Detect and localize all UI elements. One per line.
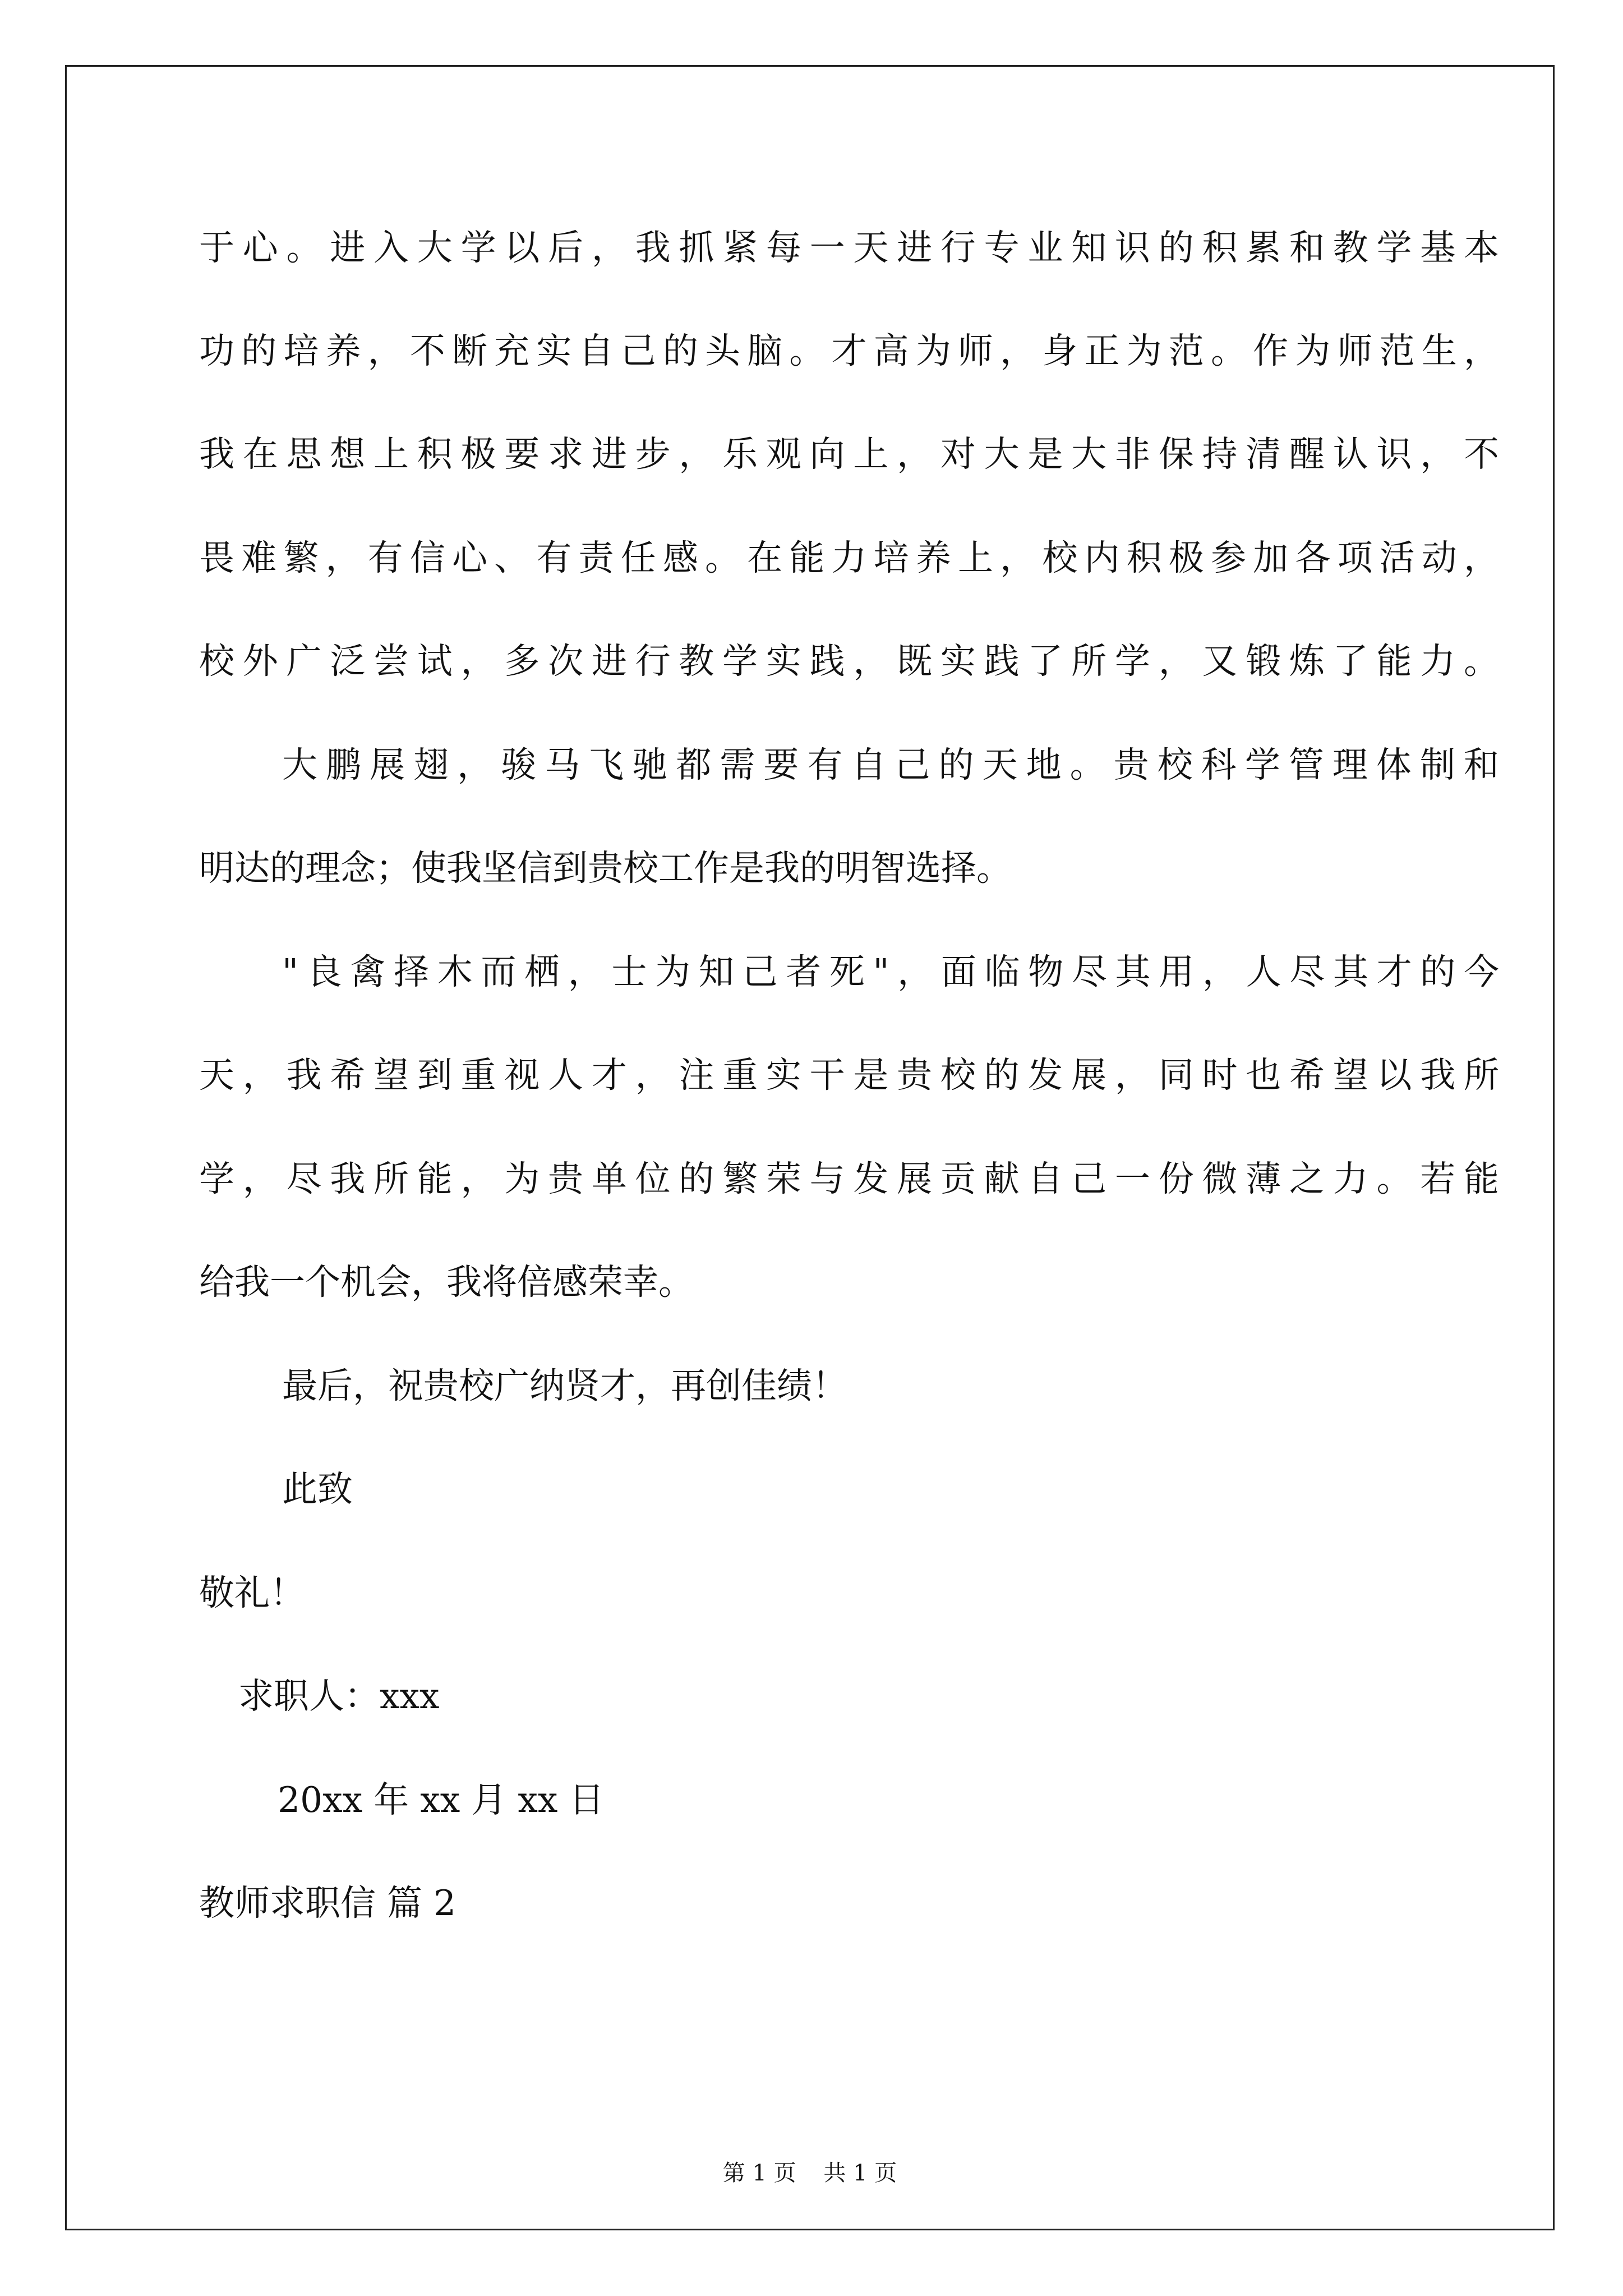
page-total: 共 1 页 [823,2160,897,2186]
paragraph-line: 功的培养，不断充实自己的头脑。才高为师，身正为范。作为师范生， [199,330,1506,371]
document-body [67,67,1553,2229]
respect-line: 敬礼！ [199,1572,305,1613]
paragraph-line: 明达的理念；使我坚信到贵校工作是我的明智选择。 [199,848,1012,889]
paragraph-line: 学，尽我所能，为贵单位的繁荣与发展贡献自己一份微薄之力。若能 [199,1158,1507,1199]
paragraph-line: 我在思想上积极要求进步，乐观向上，对大是大非保持清醒认识，不 [199,434,1507,475]
section-heading: 教师求职信 篇 2 [199,1883,457,1924]
closing-wish: 最后，祝贵校广纳贤才，再创佳绩！ [282,1365,847,1406]
page-number: 第 1 页 [722,2160,796,2186]
paragraph-line: 于心。进入大学以后，我抓紧每一天进行专业知识的积累和教学基本 [199,227,1507,268]
paragraph-line: 校外广泛尝试，多次进行教学实践，既实践了所学，又锻炼了能力。 [199,641,1507,682]
paragraph-line: 天，我希望到重视人才，注重实干是贵校的发展，同时也希望以我所 [199,1055,1507,1096]
paragraph-line: 畏难繁，有信心、有责任感。在能力培养上，校内积极参加各项活动， [199,537,1506,578]
date-line: 20xx 年 xx 月 xx 日 [278,1779,605,1820]
applicant-line: 求职人：xxx [238,1676,440,1717]
salutation-line: 此致 [282,1469,353,1510]
paragraph-line: 大鹏展翅，骏马飞驰都需要有自己的天地。贵校科学管理体制和 [282,744,1508,785]
page-frame [65,65,1555,2230]
paragraph-line: "良禽择木而栖，士为知己者死"，面临物尽其用，人尽其才的今 [282,951,1507,992]
page-footer [67,2159,1553,2187]
paragraph-line: 给我一个机会，我将倍感荣幸。 [199,1262,694,1303]
